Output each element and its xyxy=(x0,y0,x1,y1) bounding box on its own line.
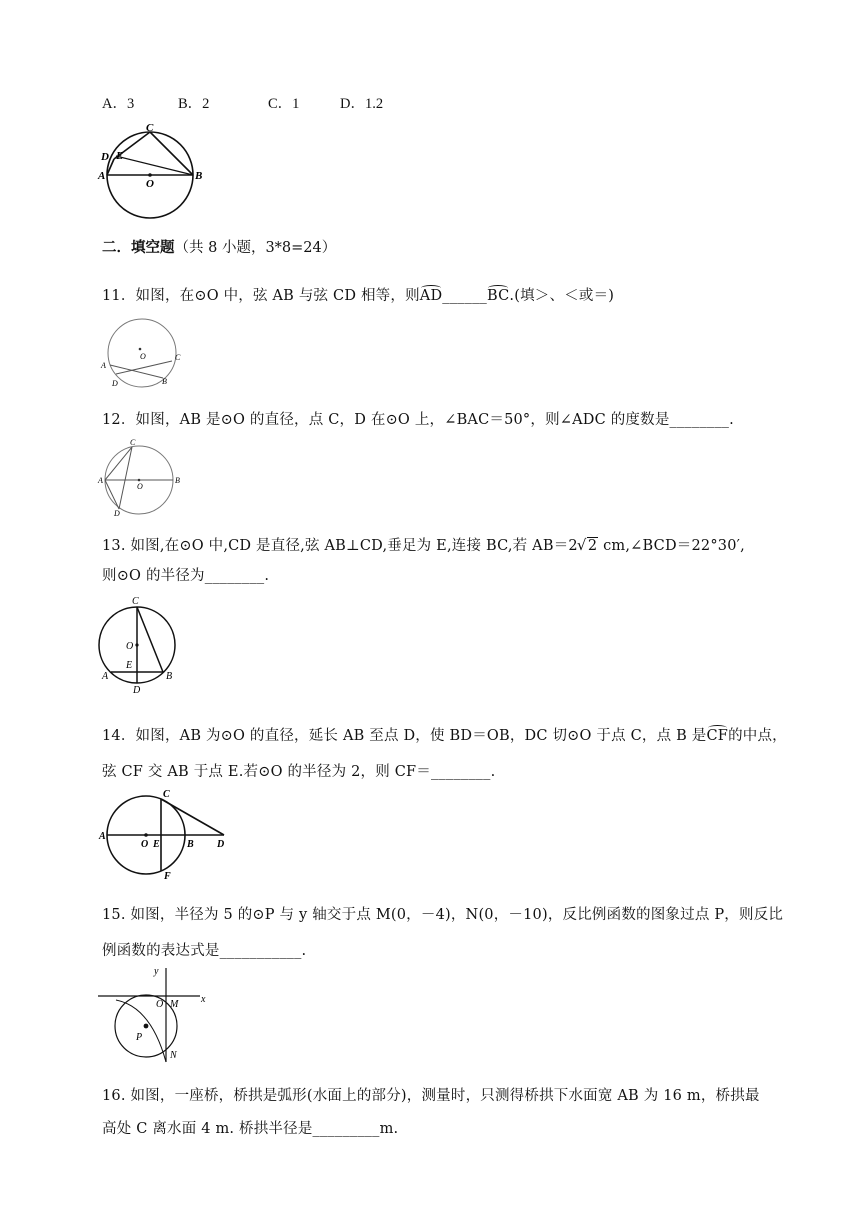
label-o: O xyxy=(126,641,134,652)
q13-radicand: 2 xyxy=(587,538,598,554)
figure-q10 xyxy=(96,120,216,220)
label-d: D xyxy=(101,151,109,163)
q11-suffix: .(填＞、＜或＝) xyxy=(509,288,615,304)
question-11 xyxy=(102,284,614,305)
label-c: C xyxy=(132,596,139,607)
sqrt-symbol xyxy=(578,538,598,554)
label-d: D xyxy=(112,379,118,388)
question-14-line-1 xyxy=(102,724,787,745)
label-a: A xyxy=(102,671,109,682)
label-x: x xyxy=(201,994,206,1005)
figure-q11 xyxy=(96,316,196,391)
question-15-line-2: 例函数的表达式是___________. xyxy=(102,943,307,959)
label-c: C xyxy=(146,122,154,134)
label-b: B xyxy=(195,170,203,182)
option-b: B．2 xyxy=(178,96,210,112)
figure-q12 xyxy=(96,438,196,518)
question-15-line-1: 15. 如图，半径为 5 的⊙P 与 y 轴交于点 M(0，－4)，N(0，－10)，反比例函数的图象过点 P，则反比 xyxy=(102,907,784,923)
label-a: A xyxy=(98,170,106,182)
q11-text: 11．如图，在⊙O 中，弦 AB 与弦 CD 相等，则 xyxy=(102,288,420,304)
q14-text: 14．如图，AB 为⊙O 的直径，延长 AB 至点 D，使 BD＝OB，DC 切⊙O 于点 C，点 B 是 xyxy=(102,728,707,744)
arc-cf: CF xyxy=(706,728,729,744)
label-p: P xyxy=(136,1032,143,1043)
label-m: M xyxy=(170,999,179,1010)
label-b: B xyxy=(175,476,180,485)
question-14-line-2: 弦 CF 交 AB 于点 E.若⊙O 的半径为 2，则 CF＝________. xyxy=(102,764,496,780)
label-y: y xyxy=(154,966,159,977)
q11-blank: ______ xyxy=(442,288,487,304)
question-13-line-2: 则⊙O 的半径为________. xyxy=(102,568,270,584)
question-16-line-1: 16. 如图，一座桥，桥拱是弧形(水面上的部分)，测量时，只测得桥拱下水面宽 AB 为 16 m，桥拱最 xyxy=(102,1088,760,1104)
option-a: A．3 xyxy=(102,96,135,112)
figure-q14 xyxy=(96,788,236,880)
label-o: O xyxy=(137,482,143,491)
label-e: E xyxy=(126,660,133,671)
q14-text-after: 的中点， xyxy=(728,728,787,744)
section-title-rest: （共 8 小题，3*8=24） xyxy=(174,240,337,256)
label-b: B xyxy=(187,839,194,850)
label-f: F xyxy=(164,871,171,880)
label-e: E xyxy=(153,839,160,850)
label-d: D xyxy=(114,509,120,518)
option-d: D．1.2 xyxy=(340,96,384,112)
label-b: B xyxy=(166,671,173,682)
label-o: O xyxy=(140,352,146,361)
figure-q13 xyxy=(96,592,196,700)
q13-text-after: cm,∠BCD＝22°30′, xyxy=(598,538,745,554)
label-d: D xyxy=(217,839,225,850)
label-n: N xyxy=(170,1050,177,1061)
q13-text: 13. 如图,在⊙O 中,CD 是直径,弦 AB⊥CD,垂足为 E,连接 BC,若 AB＝2 xyxy=(102,538,578,554)
label-e: E xyxy=(116,150,124,162)
label-o: O xyxy=(156,999,164,1010)
section-title-bold: 二．填空题 xyxy=(102,239,175,256)
figure-q15 xyxy=(96,962,216,1064)
label-o: O xyxy=(141,839,149,850)
arc-ad: AD xyxy=(419,288,443,304)
question-13-line-1 xyxy=(102,534,745,555)
question-12: 12．如图，AB 是⊙O 的直径，点 C，D 在⊙O 上，∠BAC＝50°，则∠ADC 的度数是________. xyxy=(102,412,734,428)
label-c: C xyxy=(130,438,136,447)
label-c: C xyxy=(163,789,170,800)
label-a: A xyxy=(98,476,103,485)
label-a: A xyxy=(99,831,106,842)
label-c: C xyxy=(175,353,181,362)
label-d: D xyxy=(133,685,141,696)
option-c: C．1 xyxy=(268,96,300,112)
arc-bc: BC xyxy=(486,288,510,304)
label-o: O xyxy=(146,178,154,190)
section-title xyxy=(102,236,336,257)
question-16-line-2: 高处 C 离水面 4 m. 桥拱半径是_________m. xyxy=(102,1121,399,1137)
label-a: A xyxy=(101,361,106,370)
label-b: B xyxy=(162,377,167,386)
